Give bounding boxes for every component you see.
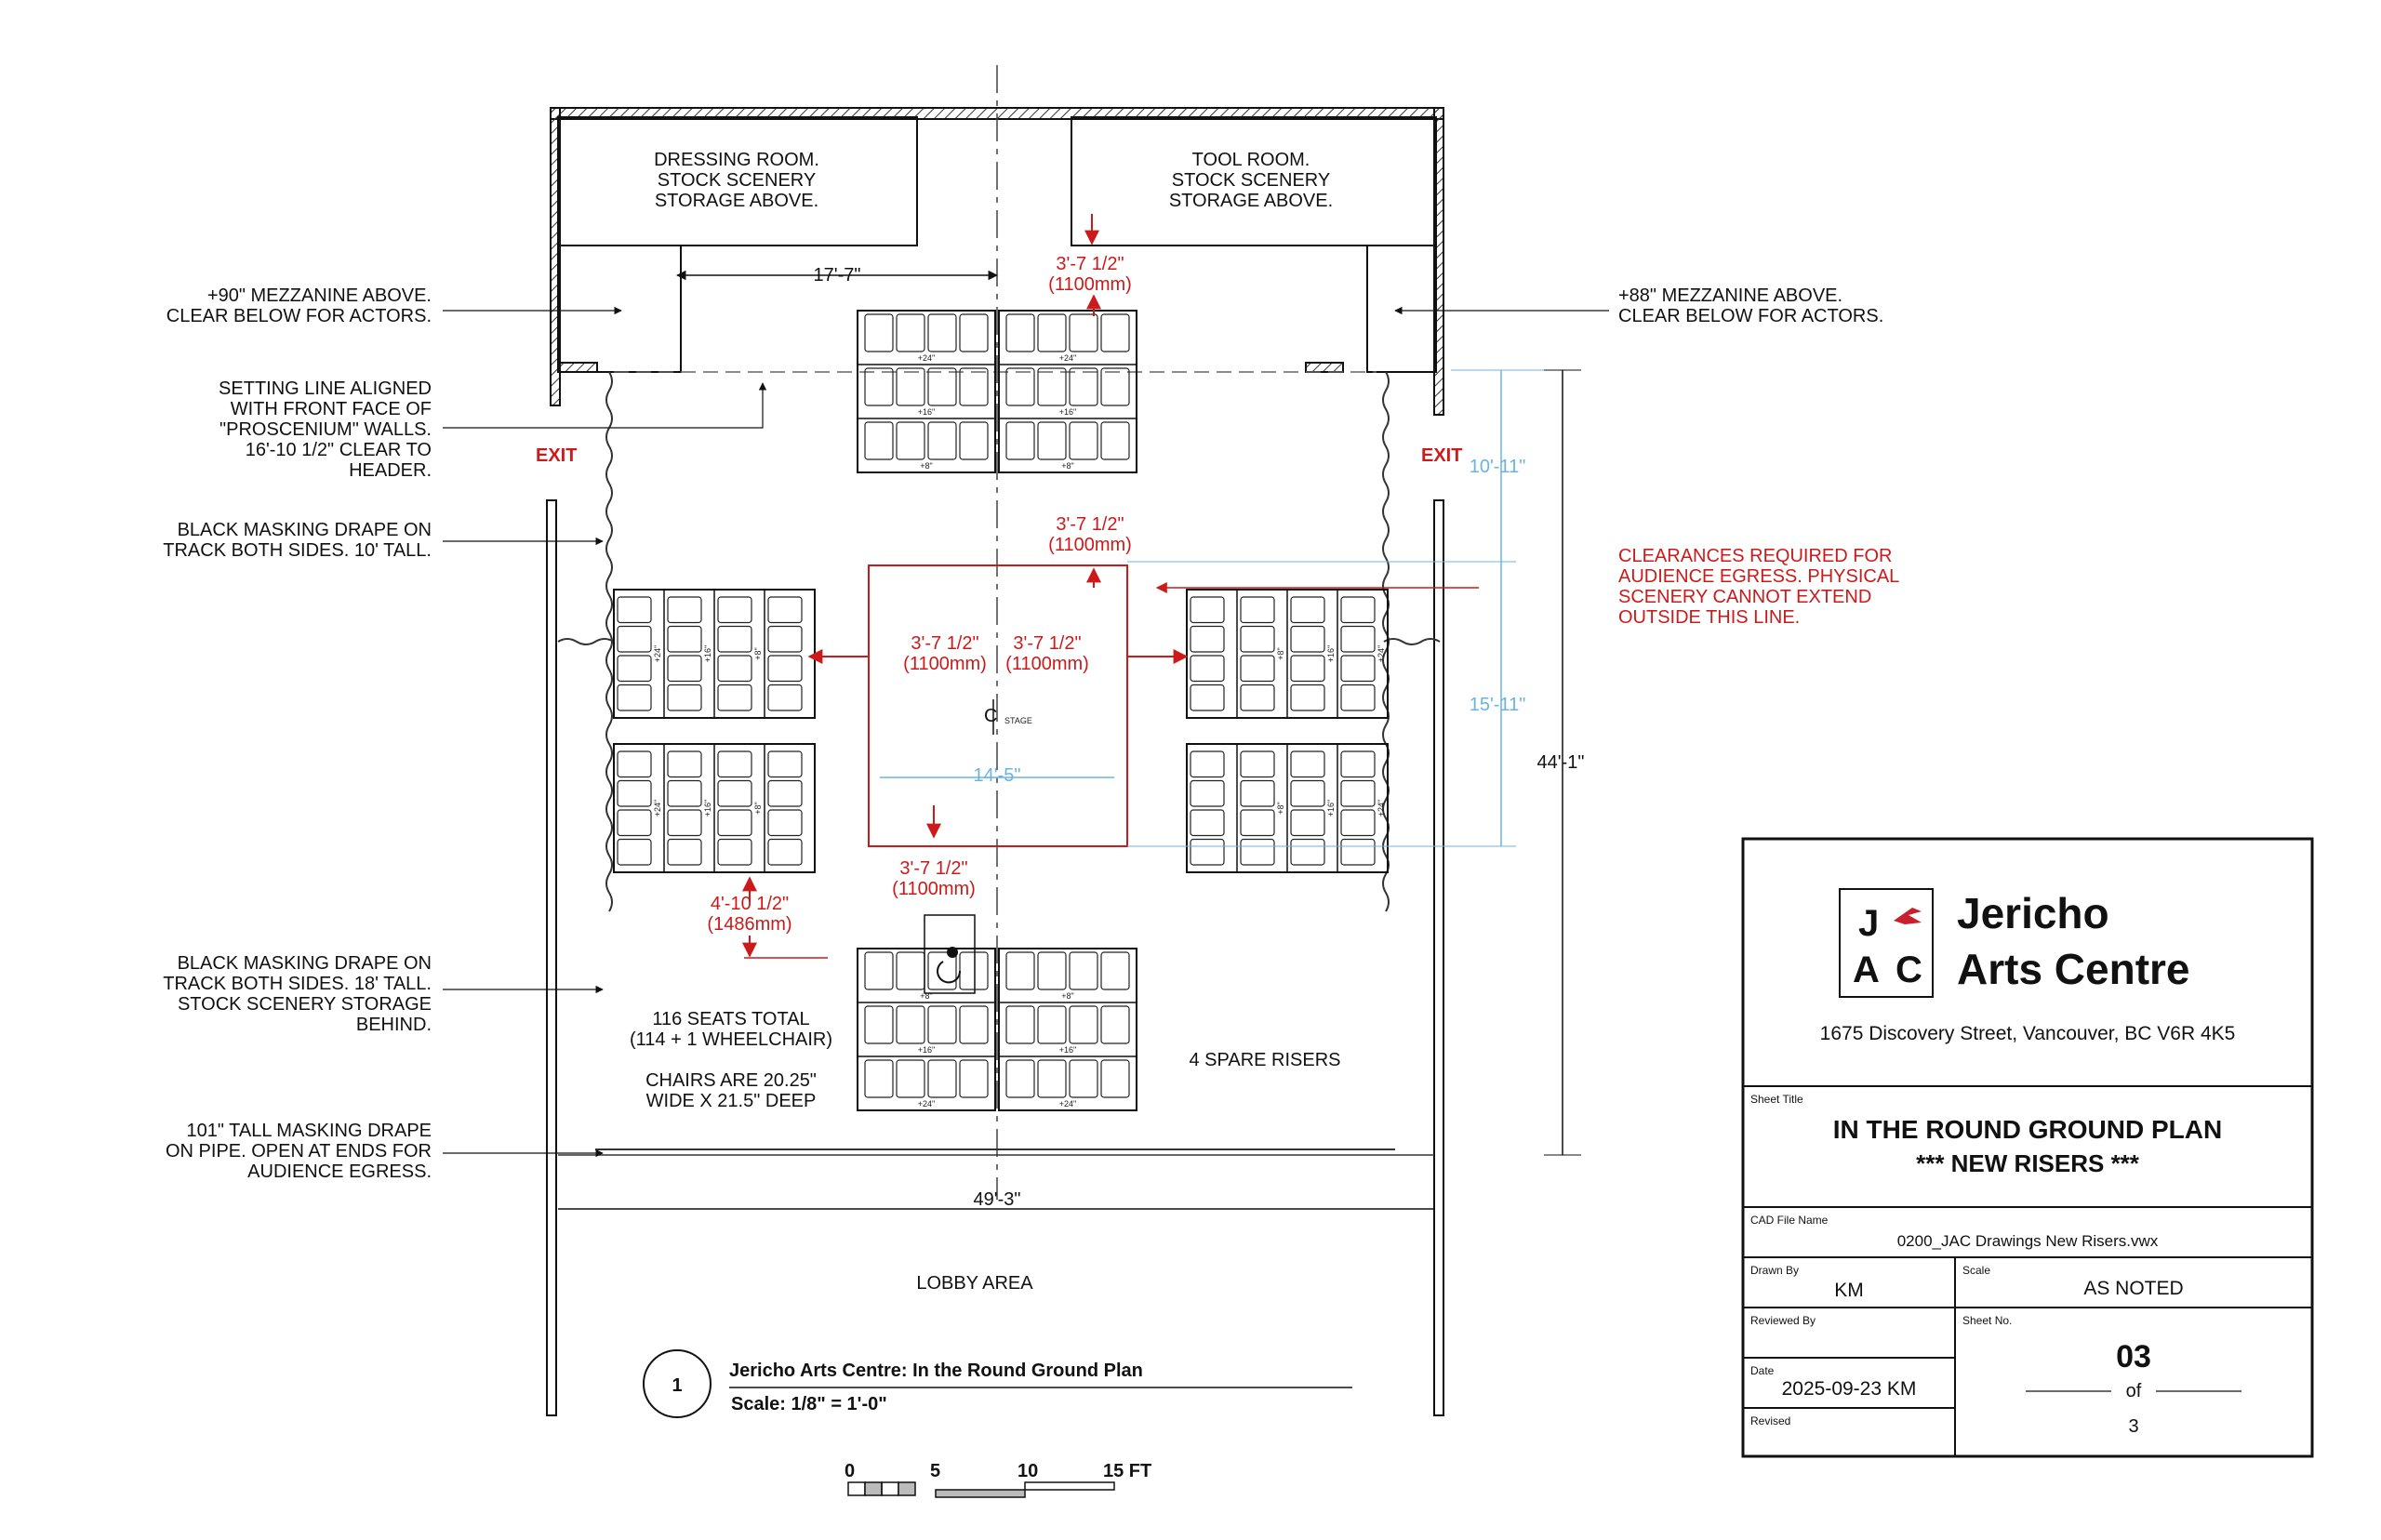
dressing-room <box>558 117 917 246</box>
riser-level-label: +24" <box>653 799 662 817</box>
seat <box>668 810 701 836</box>
company-line2: Arts Centre <box>1957 945 2190 993</box>
seat <box>960 422 988 459</box>
seat <box>768 751 802 777</box>
riser-blocks <box>614 311 1388 1110</box>
seat <box>1241 597 1274 623</box>
drawing-title-text: Jericho Arts Centre: In the Round Ground Plan <box>729 1361 1143 1381</box>
note-setting-2: WITH FRONT FACE OF <box>230 399 432 419</box>
riser-level-label: +8" <box>753 647 763 660</box>
dim-top-width: 17'-7" <box>813 265 861 285</box>
seat <box>718 597 752 623</box>
clearances-note-line2: AUDIENCE EGRESS. PHYSICAL <box>1618 566 1900 587</box>
stage-label: STAGE <box>1004 716 1032 725</box>
seat <box>1070 368 1097 405</box>
seat <box>1101 1060 1129 1097</box>
tool-room-line2: STOCK SCENERY <box>1171 170 1331 191</box>
seat <box>1101 314 1129 352</box>
seat <box>1341 840 1375 866</box>
cad-label: CAD File Name <box>1750 1214 1829 1227</box>
seat <box>1070 952 1097 989</box>
seat <box>928 1060 956 1097</box>
seat <box>960 314 988 352</box>
wheelchair-space <box>924 915 975 993</box>
seat <box>897 1006 924 1043</box>
sheetno-label: Sheet No. <box>1962 1314 2013 1327</box>
company-line1: Jericho <box>1957 889 2109 937</box>
seat <box>668 781 701 807</box>
seat <box>718 781 752 807</box>
note-setting-4: 16'-10 1/2" CLEAR TO <box>245 440 432 460</box>
seat <box>865 368 893 405</box>
date-label: Date <box>1750 1364 1775 1377</box>
sheet-no: 03 <box>2116 1339 2151 1374</box>
seat <box>1291 781 1324 807</box>
seat <box>1006 1006 1034 1043</box>
note-mezz-left-2: CLEAR BELOW FOR ACTORS. <box>166 306 432 326</box>
riser-gap-dim: 4'-10 1/2" <box>710 894 790 914</box>
seat <box>1101 368 1129 405</box>
riser-gap-mm: (1486mm) <box>707 914 792 935</box>
scale-15: 15 FT <box>1103 1461 1152 1481</box>
scale-bar <box>845 1461 1151 1497</box>
seat <box>928 952 956 989</box>
exit-left-label: EXIT <box>536 445 578 466</box>
seat <box>1101 952 1129 989</box>
seat <box>1101 422 1129 459</box>
seat <box>1241 685 1274 711</box>
seat <box>1006 422 1034 459</box>
chairs-line2: WIDE X 21.5" DEEP <box>645 1091 817 1111</box>
note-drape101-1: 101" TALL MASKING DRAPE <box>186 1121 432 1141</box>
riser-level-label: +8" <box>920 461 933 471</box>
dim-overall-depth: 44'-1" <box>1536 752 1585 773</box>
note-setting-5: HEADER. <box>349 460 432 481</box>
seat <box>1038 1006 1066 1043</box>
seat <box>865 422 893 459</box>
note-mezz-left-1: +90" MEZZANINE ABOVE. <box>206 285 432 306</box>
clear-bottom-mm: (1100mm) <box>892 879 976 899</box>
seat <box>1190 781 1224 807</box>
seat <box>1341 685 1375 711</box>
seat <box>897 368 924 405</box>
right-notes <box>1395 285 1883 326</box>
logo-letter-c: C <box>1895 949 1922 990</box>
riser-left-lower <box>614 744 815 872</box>
seat <box>618 627 651 653</box>
scale-5: 5 <box>930 1461 941 1481</box>
riser-left-upper <box>614 590 815 718</box>
clear-right-dim: 3'-7 1/2" <box>1013 633 1082 654</box>
seat <box>618 685 651 711</box>
riser-right-upper <box>1187 590 1388 718</box>
seat <box>865 314 893 352</box>
note-drape18-3: STOCK SCENERY STORAGE <box>177 994 432 1015</box>
company-address: 1675 Discovery Street, Vancouver, BC V6R 4K5 <box>1819 1023 2236 1044</box>
seat <box>718 751 752 777</box>
tool-room <box>1071 117 1436 246</box>
riser-level-label: +24" <box>1058 1099 1077 1109</box>
sheet-total: 3 <box>2128 1416 2139 1437</box>
svg-text:C: C <box>984 706 998 726</box>
seat <box>1341 810 1375 836</box>
seat <box>718 656 752 682</box>
seat <box>1190 751 1224 777</box>
seat <box>718 810 752 836</box>
seat <box>1070 1060 1097 1097</box>
seat <box>928 1006 956 1043</box>
riser-bottom-right <box>999 949 1137 1110</box>
seat <box>1291 627 1324 653</box>
note-drape101-3: AUDIENCE EGRESS. <box>247 1162 432 1182</box>
seat <box>897 1060 924 1097</box>
riser-level-label: +16" <box>917 407 936 417</box>
note-drape10-2: TRACK BOTH SIDES. 10' TALL. <box>163 540 432 561</box>
clearances-note-line1: CLEARANCES REQUIRED FOR <box>1618 546 1893 566</box>
exit-right-label: EXIT <box>1421 445 1463 466</box>
seat <box>928 368 956 405</box>
seat <box>1190 597 1224 623</box>
clearances-note-line3: SCENERY CANNOT EXTEND <box>1618 587 1872 607</box>
seat <box>1291 597 1324 623</box>
riser-level-label: +16" <box>1326 799 1336 817</box>
revised-label: Revised <box>1750 1414 1791 1427</box>
title-block <box>1743 839 2312 1456</box>
seat <box>1038 368 1066 405</box>
riser-top-left <box>858 311 995 472</box>
note-setting-3: "PROSCENIUM" WALLS. <box>219 419 432 440</box>
seat <box>897 952 924 989</box>
seat <box>928 314 956 352</box>
seat <box>718 840 752 866</box>
seat <box>718 627 752 653</box>
riser-level-label: +24" <box>653 644 662 663</box>
seat <box>768 597 802 623</box>
seat <box>1101 1006 1129 1043</box>
seat <box>1341 627 1375 653</box>
reviewed-label: Reviewed By <box>1750 1314 1816 1327</box>
seat <box>1190 810 1224 836</box>
seat <box>865 1060 893 1097</box>
sheet-title-1: IN THE ROUND GROUND PLAN <box>1832 1115 2223 1144</box>
logo-letter-j: J <box>1858 903 1880 944</box>
riser-level-label: +24" <box>1058 353 1077 363</box>
clearances-note-line4: OUTSIDE THIS LINE. <box>1618 607 1801 628</box>
seat <box>960 952 988 989</box>
riser-level-label: +16" <box>703 799 712 817</box>
seat <box>897 314 924 352</box>
lobby-label: LOBBY AREA <box>916 1273 1033 1294</box>
clear-top-dim: 3'-7 1/2" <box>1056 254 1124 274</box>
seat <box>768 656 802 682</box>
seat <box>768 685 802 711</box>
seat <box>1070 1006 1097 1043</box>
scale-0: 0 <box>845 1461 856 1481</box>
riser-level-label: +24" <box>1377 644 1386 663</box>
right-mezzanine <box>1367 246 1436 372</box>
seat <box>1190 627 1224 653</box>
seat <box>1070 422 1097 459</box>
clear-upper-mm: (1100mm) <box>1048 535 1132 555</box>
seat <box>1006 1060 1034 1097</box>
sheet-title-label: Sheet Title <box>1750 1093 1803 1106</box>
seat <box>618 840 651 866</box>
seat <box>1341 597 1375 623</box>
seat <box>1006 368 1034 405</box>
riser-level-label: +24" <box>917 353 936 363</box>
seat <box>618 597 651 623</box>
riser-level-label: +16" <box>1058 407 1077 417</box>
note-drape18-2: TRACK BOTH SIDES. 18' TALL. <box>163 974 432 994</box>
seat <box>928 422 956 459</box>
seat <box>865 1006 893 1043</box>
seat <box>1341 656 1375 682</box>
dressing-room-line3: STORAGE ABOVE. <box>654 191 819 211</box>
seat <box>1241 810 1274 836</box>
riser-level-label: +8" <box>1276 802 1285 815</box>
tool-room-line3: STORAGE ABOVE. <box>1168 191 1334 211</box>
seat <box>668 627 701 653</box>
chairs-line1: CHAIRS ARE 20.25" <box>645 1070 817 1091</box>
seat <box>1241 656 1274 682</box>
riser-level-label: +24" <box>917 1099 936 1109</box>
seat <box>768 810 802 836</box>
riser-level-label: +16" <box>703 644 712 663</box>
seat <box>897 422 924 459</box>
riser-level-label: +8" <box>1276 647 1285 660</box>
seat <box>768 781 802 807</box>
of-label: of <box>2125 1381 2142 1401</box>
clear-upper-dim: 3'-7 1/2" <box>1056 514 1124 535</box>
scale-value: AS NOTED <box>2083 1278 2184 1299</box>
seats-total-line1: 116 SEATS TOTAL <box>652 1009 810 1029</box>
date-value: 2025-09-23 KM <box>1781 1378 1917 1400</box>
clear-top-mm: (1100mm) <box>1048 274 1132 295</box>
seat <box>618 656 651 682</box>
stage-centerline-mark <box>984 699 1032 735</box>
seat <box>618 751 651 777</box>
note-drape18-1: BLACK MASKING DRAPE ON <box>177 953 432 974</box>
riser-level-label: +16" <box>917 1045 936 1055</box>
riser-level-label: +8" <box>1061 991 1074 1001</box>
wheelchair-icon <box>947 947 958 958</box>
drawing-title <box>644 1350 1352 1417</box>
seat <box>668 751 701 777</box>
seat <box>1341 781 1375 807</box>
seat <box>960 1006 988 1043</box>
drawing-scale-text: Scale: 1/8" = 1'-0" <box>731 1394 887 1414</box>
seat <box>668 656 701 682</box>
clear-left-dim: 3'-7 1/2" <box>911 633 979 654</box>
seat <box>668 597 701 623</box>
dim-right-upper: 10'-11" <box>1469 457 1526 477</box>
seat <box>1241 781 1274 807</box>
logo-letter-a: A <box>1853 949 1880 990</box>
seat <box>1038 314 1066 352</box>
seat <box>1341 751 1375 777</box>
drawn-label: Drawn By <box>1750 1264 1800 1277</box>
note-drape18-4: BEHIND. <box>355 1015 432 1035</box>
seat <box>1291 751 1324 777</box>
seat <box>1291 656 1324 682</box>
seat <box>1038 952 1066 989</box>
riser-level-label: +8" <box>920 991 933 1001</box>
dim-stage-width: 14'-5" <box>973 765 1021 786</box>
left-mezzanine <box>558 246 681 372</box>
seat <box>718 685 752 711</box>
seat <box>1190 840 1224 866</box>
seat <box>1241 840 1274 866</box>
seat <box>618 781 651 807</box>
note-mezz-right-2: CLEAR BELOW FOR ACTORS. <box>1618 306 1884 326</box>
seat <box>1038 1060 1066 1097</box>
clear-left-mm: (1100mm) <box>903 654 987 674</box>
scale-label: Scale <box>1962 1264 1991 1277</box>
riser-level-label: +8" <box>1061 461 1074 471</box>
dressing-room-line1: DRESSING ROOM. <box>654 150 819 170</box>
seat <box>768 840 802 866</box>
note-drape101-2: ON PIPE. OPEN AT ENDS FOR <box>166 1141 432 1162</box>
seat <box>1291 685 1324 711</box>
note-mezz-right-1: +88" MEZZANINE ABOVE. <box>1618 285 1843 306</box>
drawn-value: KM <box>1834 1280 1864 1301</box>
note-drape10-1: BLACK MASKING DRAPE ON <box>177 520 432 540</box>
seat <box>768 627 802 653</box>
clear-bottom-dim: 3'-7 1/2" <box>899 858 968 879</box>
seat <box>1038 422 1066 459</box>
seat <box>668 685 701 711</box>
seat <box>960 368 988 405</box>
spare-risers: 4 SPARE RISERS <box>1189 1050 1341 1070</box>
drawing-number: 1 <box>672 1375 683 1396</box>
dressing-room-line2: STOCK SCENERY <box>657 170 817 191</box>
seat <box>1291 840 1324 866</box>
tool-room-line1: TOOL ROOM. <box>1191 150 1310 170</box>
riser-level-label: +16" <box>1326 644 1336 663</box>
seats-total-line2: (114 + 1 WHEELCHAIR) <box>629 1029 833 1050</box>
stage-clearance-box <box>869 565 1127 846</box>
seat <box>1291 810 1324 836</box>
riser-level-label: +16" <box>1058 1045 1077 1055</box>
seat <box>1241 627 1274 653</box>
seat <box>668 840 701 866</box>
dim-overall-width: 49'-3" <box>973 1189 1021 1210</box>
sheet-title-2: *** NEW RISERS *** <box>1916 1149 2139 1177</box>
dim-right-lower: 15'-11" <box>1469 695 1526 715</box>
seat <box>865 952 893 989</box>
seat <box>1190 656 1224 682</box>
riser-right-lower <box>1187 744 1388 872</box>
seat <box>1190 685 1224 711</box>
cad-value: 0200_JAC Drawings New Risers.vwx <box>1896 1232 2159 1250</box>
riser-level-label: +8" <box>753 802 763 815</box>
note-setting-1: SETTING LINE ALIGNED <box>219 378 432 399</box>
seat <box>1006 314 1034 352</box>
seat <box>618 810 651 836</box>
riser-top-right <box>999 311 1137 472</box>
seat <box>1241 751 1274 777</box>
riser-level-label: +24" <box>1377 799 1386 817</box>
seat <box>960 1060 988 1097</box>
seat <box>1006 952 1034 989</box>
clear-right-mm: (1100mm) <box>1005 654 1089 674</box>
scale-10: 10 <box>1018 1461 1039 1481</box>
seat <box>1070 314 1097 352</box>
